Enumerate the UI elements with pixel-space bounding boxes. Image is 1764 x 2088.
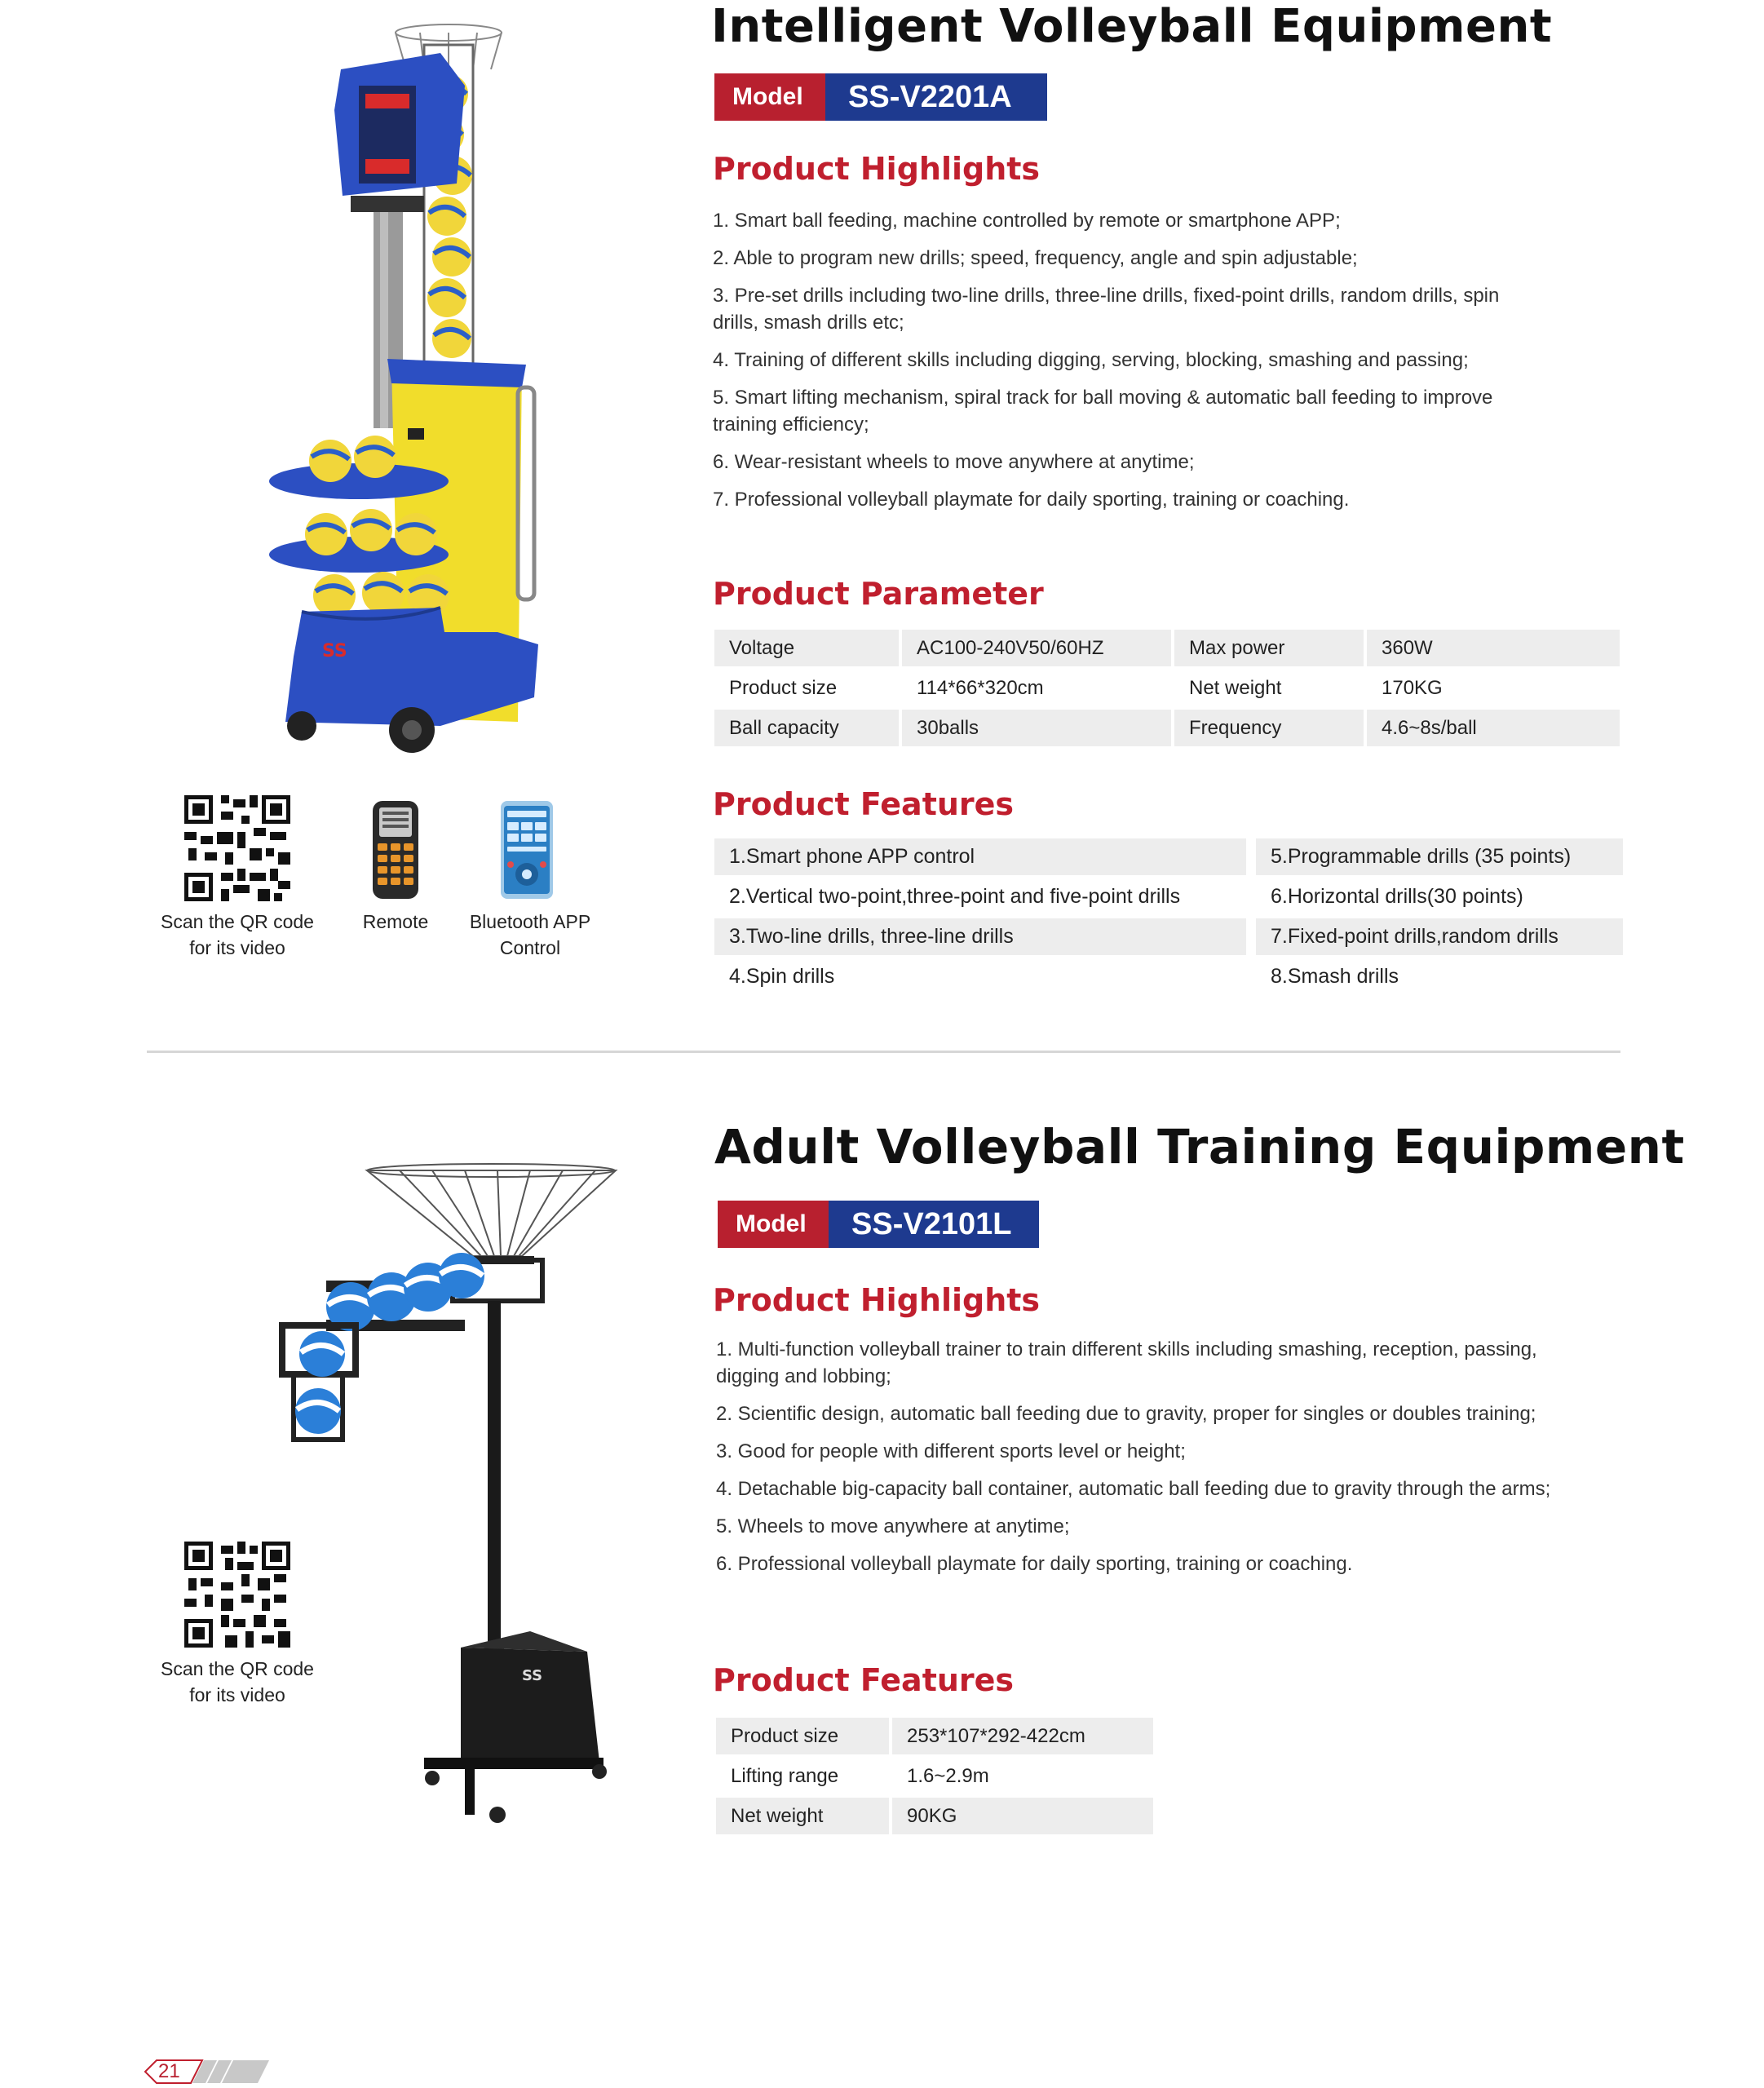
qr-caption: Scan the QR code for its video — [161, 911, 314, 958]
highlight-item: 2. Scientific design, automatic ball feeding due to gravity, proper for singles or doubles training; — [716, 1403, 1536, 1425]
base-logo: SS — [522, 1667, 543, 1684]
qr-code-icon[interactable] — [184, 1542, 290, 1648]
highlight-item: 7. Professional volleyball playmate for daily sporting, training or coaching. — [713, 489, 1350, 511]
base-logo: SS — [322, 641, 347, 661]
product-image-ss-v2201a — [253, 12, 563, 763]
feature-item: 1.Smart phone APP control — [714, 838, 1246, 875]
param-value: 170KG — [1367, 670, 1620, 706]
feature-item: 2.Vertical two-point,three-point and five-point drills — [729, 885, 1181, 908]
product1-highlights-heading: Product Highlights — [713, 151, 1041, 187]
param-label: Voltage — [714, 630, 899, 666]
product1-highlights-list — [713, 207, 1528, 524]
product1-model-code: SS-V2201A — [825, 73, 1047, 121]
highlight-item: 1. Smart ball feeding, machine controlled by remote or smartphone APP; — [713, 210, 1341, 232]
page-number: 21 — [158, 2060, 180, 2082]
product1-features-table — [714, 838, 1623, 995]
param-label: Ball capacity — [714, 710, 899, 746]
remote-control-icon — [371, 799, 420, 901]
param-value: 114*66*320cm — [902, 670, 1171, 706]
product2-highlights-list — [716, 1336, 1589, 1588]
product1-title: Intelligent Volleyball Equipment — [711, 0, 1553, 53]
feature-item: 7.Fixed-point drills,random drills — [1256, 918, 1623, 955]
product2-highlights-heading: Product Highlights — [713, 1282, 1041, 1318]
highlight-item: 3. Good for people with different sports level or height; — [716, 1440, 1186, 1462]
product1-model-badge — [714, 73, 1047, 121]
product1-parameter-table — [714, 630, 1620, 746]
param-value: 4.6~8s/ball — [1367, 710, 1620, 746]
section-divider — [147, 1051, 1620, 1053]
highlight-item: 6. Professional volleyball playmate for daily sporting, training or coaching. — [716, 1553, 1353, 1575]
highlight-item: 5. Wheels to move anywhere at anytime; — [716, 1515, 1070, 1537]
product2-model-code: SS-V2101L — [829, 1201, 1039, 1248]
product2-features-heading: Product Features — [713, 1662, 1015, 1698]
remote-caption: Remote — [362, 911, 429, 932]
param-value: 360W — [1367, 630, 1620, 666]
highlight-item: 4. Detachable big-capacity ball container, automatic ball feeding due to gravity through the arms; — [716, 1478, 1551, 1500]
highlight-item: 6. Wear-resistant wheels to move anywhere at anytime; — [713, 451, 1195, 473]
feature-item: 6.Horizontal drills(30 points) — [1271, 885, 1523, 908]
product-image-ss-v2101l — [277, 1158, 620, 1827]
qr-code-icon[interactable] — [184, 795, 290, 901]
param-value: 253*107*292-422cm — [892, 1718, 1153, 1754]
param-value: AC100-240V50/60HZ — [902, 630, 1171, 666]
bluetooth-app-phone-icon — [499, 799, 555, 901]
feature-item: 3.Two-line drills, three-line drills — [714, 918, 1246, 955]
param-label: Product size — [714, 670, 899, 706]
app-caption: Bluetooth APP Control — [469, 911, 591, 958]
product1-model-label: Model — [714, 73, 825, 121]
param-label: Net weight — [716, 1798, 889, 1834]
highlight-item: 4. Training of different skills including digging, serving, blocking, smashing and passing; — [713, 349, 1469, 371]
param-value: 30balls — [902, 710, 1171, 746]
product1-parameter-heading: Product Parameter — [713, 576, 1044, 612]
feature-item: 5.Programmable drills (35 points) — [1256, 838, 1623, 875]
highlight-item: 2. Able to program new drills; speed, frequency, angle and spin adjustable; — [713, 247, 1358, 269]
param-label: Max power — [1174, 630, 1364, 666]
param-value: 1.6~2.9m — [892, 1758, 1153, 1794]
product2-model-label: Model — [718, 1201, 829, 1248]
product2-model-badge — [718, 1201, 1039, 1248]
product2-title: Adult Volleyball Training Equipment — [714, 1119, 1685, 1174]
param-label: Frequency — [1174, 710, 1364, 746]
feature-item: 4.Spin drills — [729, 965, 835, 988]
param-label: Lifting range — [716, 1758, 889, 1794]
highlight-item: 3. Pre-set drills including two-line drills, three-line drills, fixed-point drills, random drills, spin drills, smash drills etc; — [713, 285, 1500, 334]
product1-features-heading: Product Features — [713, 786, 1015, 822]
product2-features-table — [716, 1718, 1153, 1834]
param-label: Net weight — [1174, 670, 1364, 706]
param-value: 90KG — [892, 1798, 1153, 1834]
feature-item: 8.Smash drills — [1271, 965, 1399, 988]
qr-caption: Scan the QR code for its video — [161, 1658, 314, 1705]
highlight-item: 1. Multi-function volleyball trainer to train different skills including smashing, reception, passing, digging and lobbing; — [716, 1338, 1537, 1387]
highlight-item: 5. Smart lifting mechanism, spiral track for ball moving & automatic ball feeding to improve training efficiency; — [713, 387, 1493, 436]
param-label: Product size — [716, 1718, 889, 1754]
